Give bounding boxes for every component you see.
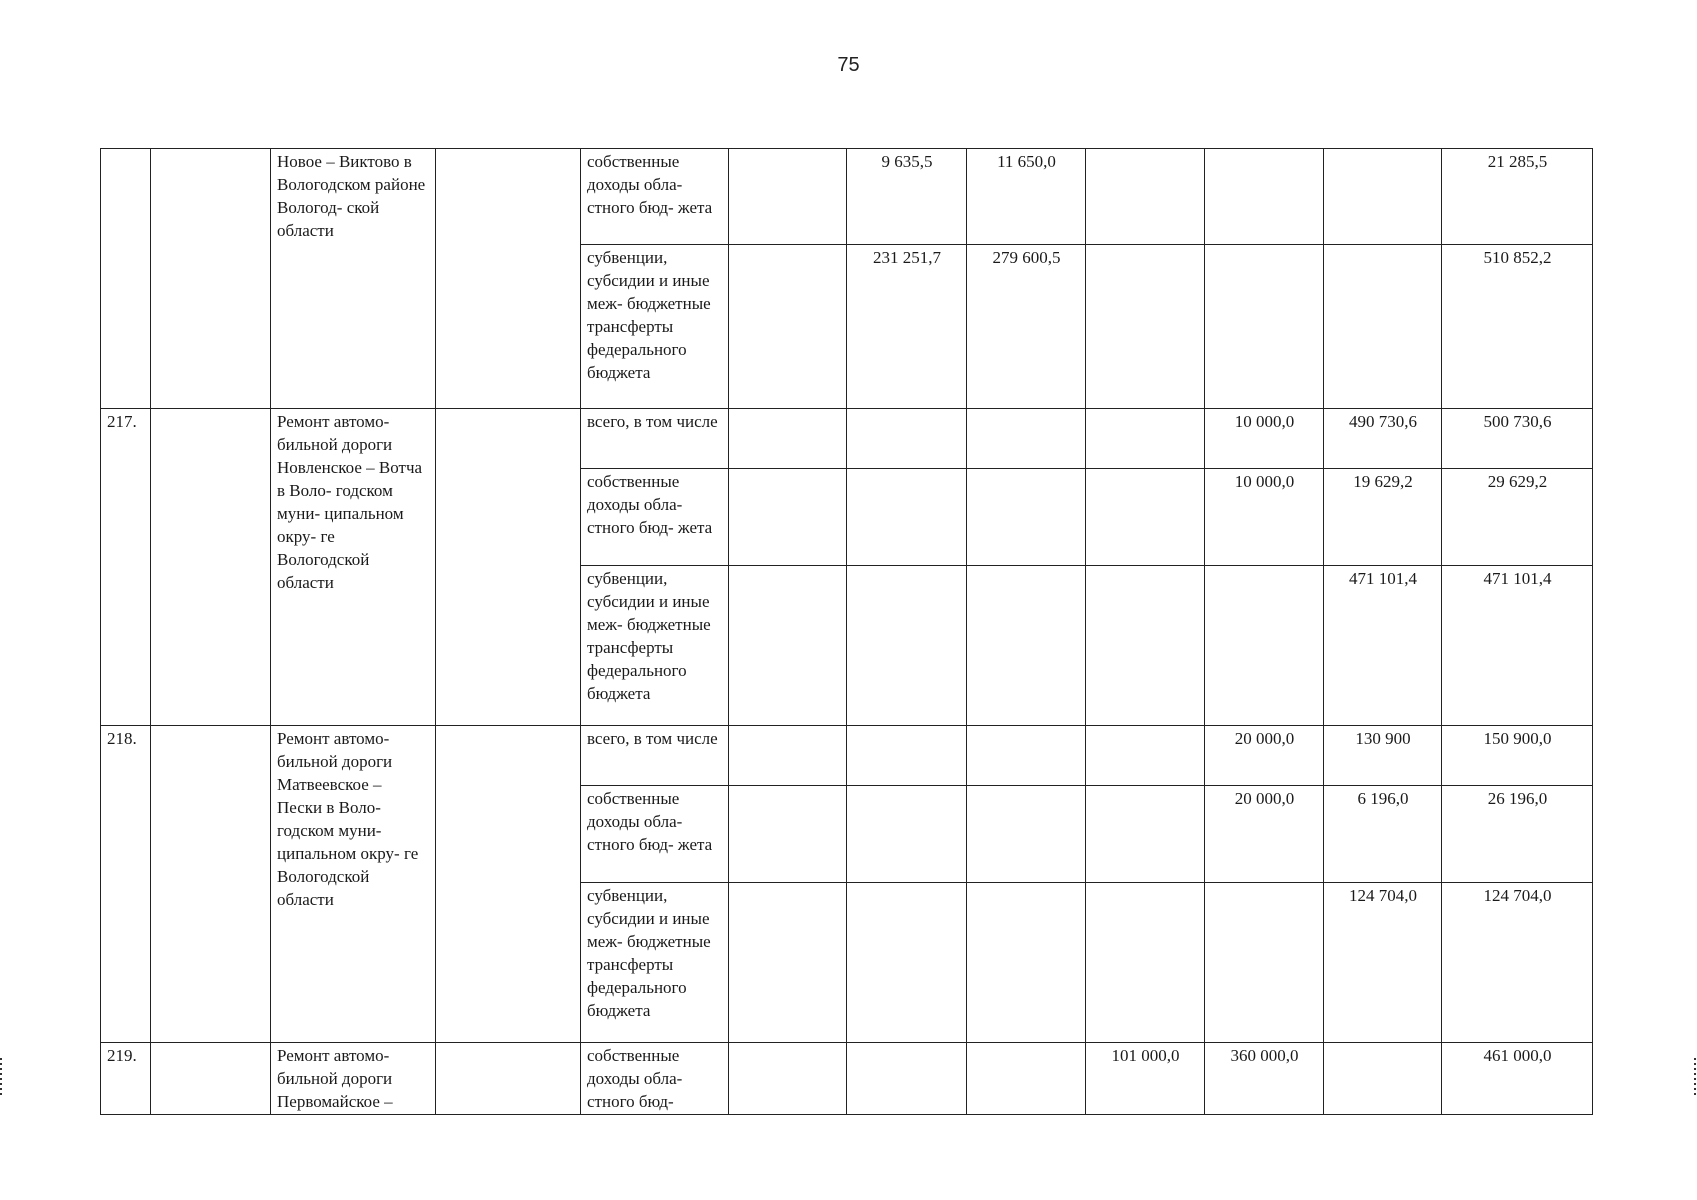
table-row [101, 149, 1593, 245]
amount-cell [1086, 726, 1205, 786]
amount-cell [1086, 883, 1205, 1043]
table-row [101, 409, 1593, 469]
empty-cell [436, 149, 581, 409]
amount-cell [847, 786, 967, 883]
amount-cell [1205, 245, 1324, 409]
amount-cell [847, 469, 967, 566]
funding-source-cell: всего, в том числе [581, 726, 729, 786]
amount-cell: 471 101,4 [1324, 566, 1442, 726]
amount-cell: 19 629,2 [1324, 469, 1442, 566]
total-value-cell: 461 000,0 [1442, 1043, 1593, 1115]
total-value-cell: 510 852,2 [1442, 245, 1593, 409]
row-number-cell: 219. [101, 1043, 151, 1115]
table-row [101, 1043, 1593, 1115]
amount-cell: 10 000,0 [1205, 469, 1324, 566]
amount-cell: 231 251,7 [847, 245, 967, 409]
empty-cell [729, 566, 847, 726]
amount-cell [847, 409, 967, 469]
object-name-cell: Ремонт автомо- бильной дороги Матвеевское – Пески в Воло- годском муни- ципальном окру- ге Вологодской области [271, 726, 436, 1043]
empty-cell [151, 1043, 271, 1115]
amount-cell [1324, 245, 1442, 409]
amount-cell: 360 000,0 [1205, 1043, 1324, 1115]
object-name-cell: Ремонт автомо- бильной дороги Первомайское – [271, 1043, 436, 1115]
scan-mark-right [1694, 1058, 1696, 1098]
empty-cell [436, 1043, 581, 1115]
amount-cell [967, 469, 1086, 566]
total-value-cell: 29 629,2 [1442, 469, 1593, 566]
amount-cell [967, 566, 1086, 726]
amount-cell [1086, 409, 1205, 469]
total-value-cell: 471 101,4 [1442, 566, 1593, 726]
amount-cell: 124 704,0 [1324, 883, 1442, 1043]
empty-cell [729, 1043, 847, 1115]
total-value-cell: 124 704,0 [1442, 883, 1593, 1043]
empty-cell [729, 726, 847, 786]
funding-source-cell: всего, в том числе [581, 409, 729, 469]
funding-source-cell: субвенции, субсидии и иные меж- бюджетные трансферты федерального бюджета [581, 883, 729, 1043]
total-value-cell: 500 730,6 [1442, 409, 1593, 469]
table-row [101, 726, 1593, 786]
funding-source-cell: собственные доходы обла- стного бюд- [581, 1043, 729, 1115]
amount-cell: 6 196,0 [1324, 786, 1442, 883]
page-number: 75 [837, 54, 860, 76]
funding-source-cell: собственные доходы обла- стного бюд- жета [581, 149, 729, 245]
empty-cell [729, 409, 847, 469]
row-number-cell [101, 149, 151, 409]
empty-cell [729, 786, 847, 883]
row-number-cell: 218. [101, 726, 151, 1043]
amount-cell [847, 883, 967, 1043]
amount-cell [1086, 245, 1205, 409]
amount-cell [847, 566, 967, 726]
scan-mark-left [0, 1058, 2, 1098]
amount-cell [1086, 469, 1205, 566]
amount-cell: 101 000,0 [1086, 1043, 1205, 1115]
funding-source-cell: собственные доходы обла- стного бюд- жета [581, 469, 729, 566]
row-number-cell: 217. [101, 409, 151, 726]
amount-cell: 20 000,0 [1205, 726, 1324, 786]
amount-cell [1086, 149, 1205, 245]
budget-table [100, 148, 1593, 1115]
object-name-cell: Ремонт автомо- бильной дороги Новленское – Вотча в Воло- годском муни- ципальном окру- ге Вологодской области [271, 409, 436, 726]
amount-cell [1205, 566, 1324, 726]
total-value-cell: 150 900,0 [1442, 726, 1593, 786]
amount-cell [1086, 566, 1205, 726]
amount-cell: 279 600,5 [967, 245, 1086, 409]
amount-cell [847, 726, 967, 786]
empty-cell [151, 726, 271, 1043]
table-body [101, 149, 1593, 1115]
funding-source-cell: собственные доходы обла- стного бюд- жета [581, 786, 729, 883]
total-value-cell: 26 196,0 [1442, 786, 1593, 883]
amount-cell [847, 1043, 967, 1115]
amount-cell: 490 730,6 [1324, 409, 1442, 469]
empty-cell [729, 469, 847, 566]
empty-cell [729, 245, 847, 409]
amount-cell: 10 000,0 [1205, 409, 1324, 469]
amount-cell [1205, 149, 1324, 245]
object-name-cell: Новое – Виктово в Вологодском районе Вологод- ской области [271, 149, 436, 409]
empty-cell [729, 883, 847, 1043]
amount-cell: 9 635,5 [847, 149, 967, 245]
empty-cell [436, 409, 581, 726]
amount-cell [1086, 786, 1205, 883]
amount-cell [1324, 1043, 1442, 1115]
amount-cell [1205, 883, 1324, 1043]
amount-cell [967, 409, 1086, 469]
amount-cell: 20 000,0 [1205, 786, 1324, 883]
amount-cell: 130 900 [1324, 726, 1442, 786]
funding-source-cell: субвенции, субсидии и иные меж- бюджетные трансферты федерального бюджета [581, 566, 729, 726]
empty-cell [436, 726, 581, 1043]
empty-cell [151, 149, 271, 409]
amount-cell [967, 883, 1086, 1043]
amount-cell [967, 1043, 1086, 1115]
funding-source-cell: субвенции, субсидии и иные меж- бюджетные трансферты федерального бюджета [581, 245, 729, 409]
total-value-cell: 21 285,5 [1442, 149, 1593, 245]
amount-cell: 11 650,0 [967, 149, 1086, 245]
empty-cell [151, 409, 271, 726]
amount-cell [967, 786, 1086, 883]
empty-cell [729, 149, 847, 245]
amount-cell [1324, 149, 1442, 245]
amount-cell [967, 726, 1086, 786]
